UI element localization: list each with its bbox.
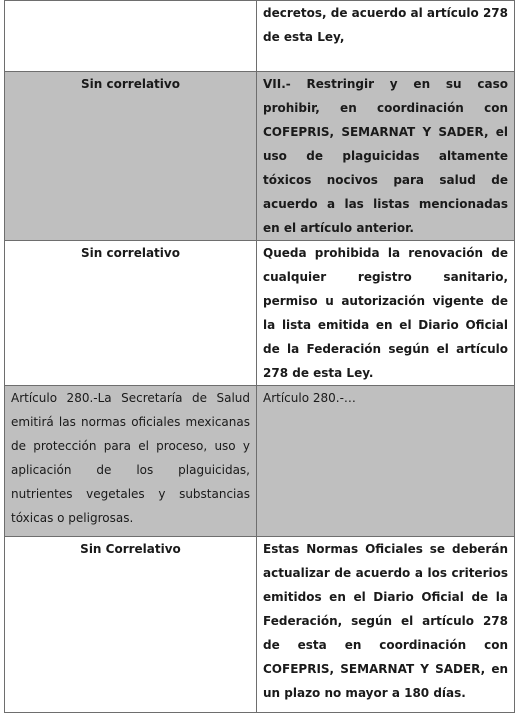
- proposed-text-cell: Estas Normas Oficiales se deberán actualizar de acuerdo a los criterios emitidos en el Diario Oficial de la Federación, según el artículo 278 de esta en coordinación con COFEPRIS, SEMARNAT Y SADER, en un plazo no mayor a 180 días.: [257, 537, 515, 713]
- proposed-text-cell: VII.- Restringir y en su caso prohibir, en coordinación con COFEPRIS, SEMARNAT Y SADER, el uso de plaguicidas altamente tóxicos nocivos para salud de acuerdo a las listas mencionadas en el artículo anterior.: [257, 72, 515, 241]
- proposed-text-cell: Artículo 280.-…: [257, 386, 515, 537]
- current-text-cell: Sin Correlativo: [5, 537, 257, 713]
- table-row: [5, 537, 515, 713]
- table-row: [5, 241, 515, 386]
- proposed-text-cell: Queda prohibida la renovación de cualquier registro sanitario, permiso u autorización vigente de la lista emitida en el Diario Oficial de la Federación según el artículo 278 de esta Ley.: [257, 241, 515, 386]
- current-text-cell: Sin correlativo: [5, 241, 257, 386]
- proposed-text-cell: decretos, de acuerdo al artículo 278 de esta Ley,: [257, 1, 515, 72]
- comparison-table: [4, 0, 515, 713]
- table-row: [5, 386, 515, 537]
- current-text-cell: [5, 1, 257, 72]
- current-text-cell: Artículo 280.-La Secretaría de Salud emitirá las normas oficiales mexicanas de protección para el proceso, uso y aplicación de los plaguicidas, nutrientes vegetales y substancias tóxicas o peligrosas.: [5, 386, 257, 537]
- table-row: [5, 1, 515, 72]
- current-text-cell: Sin correlativo: [5, 72, 257, 241]
- table-row: [5, 72, 515, 241]
